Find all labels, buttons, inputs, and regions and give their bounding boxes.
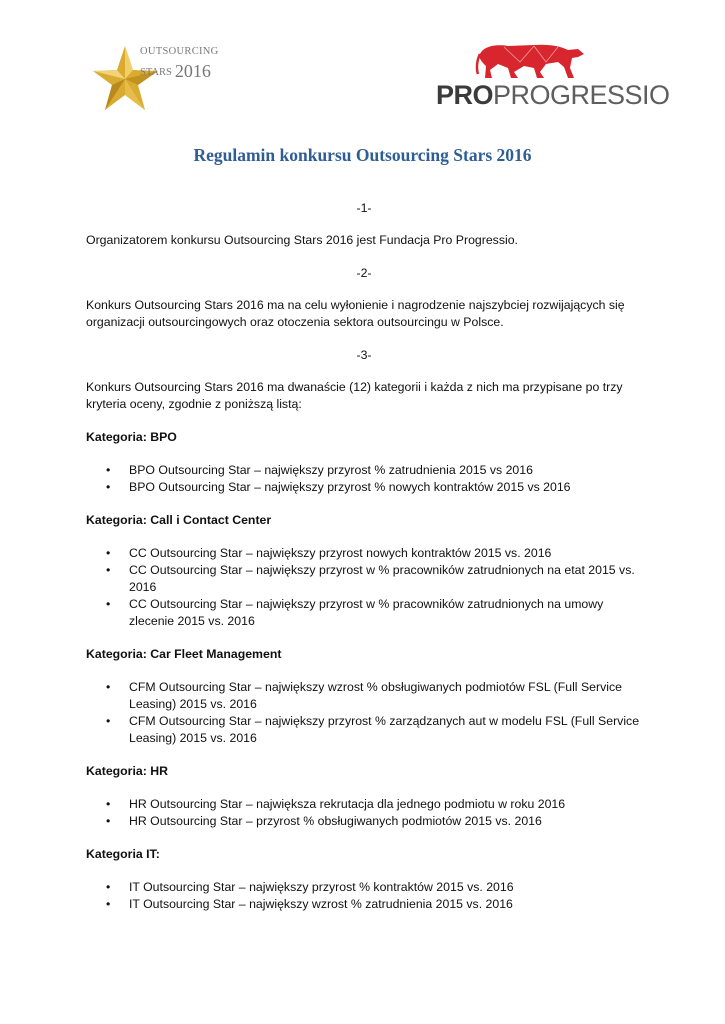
logo-left-line2 — [140, 59, 211, 80]
category-heading: Kategoria: Car Fleet Management — [86, 647, 282, 661]
category-list — [86, 679, 642, 747]
list-item: • HR Outsourcing Star – przyrost % obsługiwanych podmiotów 2015 vs. 2016 — [86, 813, 642, 830]
list-item: • CFM Outsourcing Star – największy przyrost % zarządzanych aut w modelu FSL (Full Service Leasing) 2015 vs. 2016 — [86, 713, 642, 747]
category-list — [86, 879, 642, 913]
list-item: • BPO Outsourcing Star – największy przyrost % nowych kontraktów 2015 vs 2016 — [86, 479, 642, 496]
section-text-2: Konkurs Outsourcing Stars 2016 ma na celu wyłonienie i nagrodzenie najszybciej rozwijających się organizacji outsourcingowych oraz otoczenia sektora outsourcingu w Polsce. — [86, 298, 625, 329]
list-item: • BPO Outsourcing Star – największy przyrost % zatrudnienia 2015 vs 2016 — [86, 462, 642, 479]
logo-left-line1: OUTSOURCING — [140, 46, 219, 57]
outsourcing-stars-logo — [92, 44, 222, 114]
logo-progressio: PROGRESSIO — [493, 80, 670, 110]
category-heading: Kategoria IT: — [86, 847, 160, 861]
list-item: • CC Outsourcing Star – największy przyrost nowych kontraktów 2015 vs. 2016 — [86, 545, 642, 562]
red-panther-icon — [474, 40, 586, 80]
section-text-1: Organizatorem konkursu Outsourcing Stars 2016 jest Fundacja Pro Progressio. — [86, 233, 518, 247]
category-list — [86, 545, 642, 630]
logo-right-text — [436, 78, 670, 112]
list-item: • CC Outsourcing Star – największy przyrost w % pracowników zatrudnionych na etat 2015 vs. 2016 — [86, 562, 642, 596]
section-text-3: Konkurs Outsourcing Stars 2016 ma dwanaście (12) kategorii i każda z nich ma przypisane po trzy kryteria oceny, zgodnie z poniższą listą: — [86, 380, 623, 411]
page-title: Regulamin konkursu Outsourcing Stars 2016 — [193, 145, 532, 165]
pro-progressio-logo — [436, 40, 670, 112]
section-number-3: -3- — [356, 348, 372, 362]
category-list — [86, 462, 642, 496]
category-list — [86, 796, 642, 830]
category-heading: Kategoria: BPO — [86, 430, 177, 444]
section-number-2: -2- — [356, 266, 372, 280]
category-heading: Kategoria: Call i Contact Center — [86, 513, 272, 527]
list-item: • HR Outsourcing Star – największa rekrutacja dla jednego podmiotu w roku 2016 — [86, 796, 642, 813]
logo-left-stars: STARS — [140, 67, 172, 78]
category-heading: Kategoria: HR — [86, 764, 168, 778]
list-item: • CC Outsourcing Star – największy przyrost w % pracowników zatrudnionych na umowy zlecenie 2015 vs. 2016 — [86, 596, 642, 630]
section-number-1: -1- — [356, 201, 372, 215]
logo-left-year: 2016 — [174, 61, 211, 81]
logo-pro: PRO — [436, 80, 494, 110]
list-item: • IT Outsourcing Star – największy przyrost % kontraktów 2015 vs. 2016 — [86, 879, 642, 896]
document-body — [86, 200, 642, 929]
list-item: • IT Outsourcing Star – największy wzrost % zatrudnienia 2015 vs. 2016 — [86, 896, 642, 913]
list-item: • CFM Outsourcing Star – największy wzrost % obsługiwanych podmiotów FSL (Full Service Leasing) 2015 vs. 2016 — [86, 679, 642, 713]
